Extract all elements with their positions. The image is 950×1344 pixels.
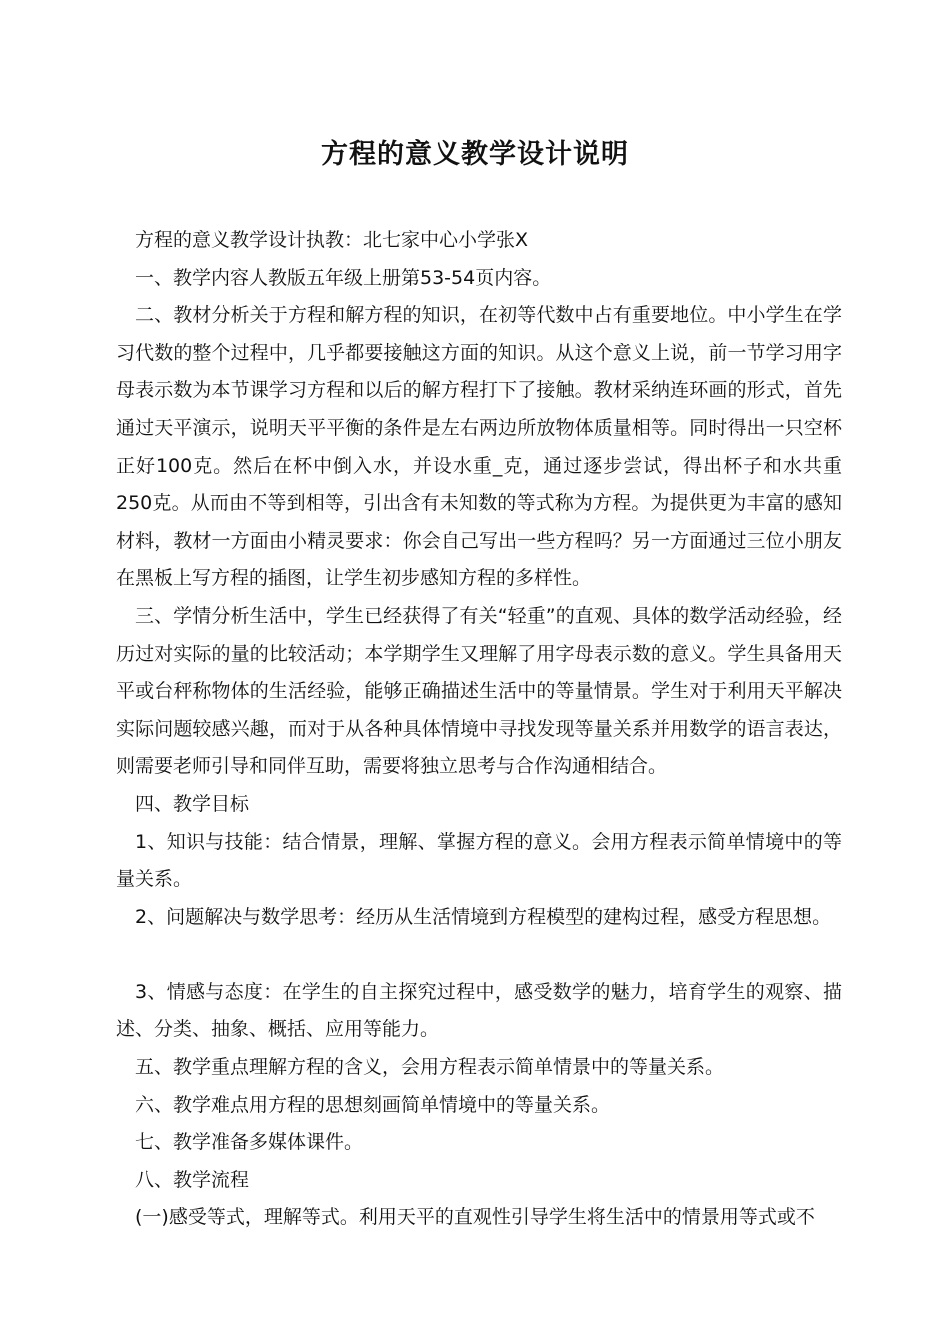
paragraph-author: 方程的意义教学设计执教：北七家中心小学张X: [135, 229, 529, 251]
paragraph-objectives-heading: 四、教学目标: [135, 792, 250, 815]
paragraph-material-analysis: 二、教材分析关于方程和解方程的知识，在初等代数中占有重要地位。中小学生在学习代数的整个过程中，几乎都要接触这方面的知识。从这个意义上说，前一节学习用字母表示数为本节课学习方程和以后的解方程打下了接触。教材采纳连环画的形式，首先通过天平演示，说明天平平衡的条件是左右两边所放物体质量相等。同时得出一只空杯正好100克。然后在杯中倒入水，并设水重_克，通过逐步尝试，得出杯子和水共重250克。从而由不等到相等，引出含有未知数的等式称为方程。为提供更为丰富的感知材料，教材一方面由小精灵要求：你会自己写出一些方程吗？另一方面通过三位小朋友在黑板上写方程的插图，让学生初步感知方程的多样性。: [116, 304, 842, 590]
document-body: [116, 222, 842, 1237]
document-title: 方程的意义教学设计说明: [321, 139, 629, 170]
paragraph-objective-2: 2、问题解决与数学思考：经历从生活情境到方程模型的建构过程，感受方程思想。: [135, 905, 832, 928]
paragraph-objective-1: 1、知识与技能：结合情景，理解、掌握方程的意义。会用方程表示简单情境中的等量关系。: [116, 830, 842, 891]
paragraph-preparation: 七、教学准备多媒体课件。: [135, 1131, 364, 1154]
paragraph-objective-3: 3、情感与态度：在学生的自主探究过程中，感受数学的魅力，培育学生的观察、描述、分类、抽象、概括、应用等能力。: [116, 980, 842, 1041]
blank-line: [116, 936, 842, 974]
paragraph-process-heading: 八、教学流程: [135, 1168, 250, 1191]
paragraph-process-step-1: (一)感受等式，理解等式。利用天平的直观性引导学生将生活中的情景用等式或不: [135, 1206, 815, 1229]
paragraph-key-point: 五、教学重点理解方程的含义，会用方程表示简单情景中的等量关系。: [135, 1056, 725, 1079]
paragraph-difficulty: 六、教学难点用方程的思想刻画简单情境中的等量关系。: [135, 1093, 611, 1116]
paragraph-student-analysis: 三、学情分析生活中，学生已经获得了有关“轻重”的直观、具体的数学活动经验，经历过对实际的量的比较活动；本学期学生又理解了用字母表示数的意义。学生具备用天平或台秤称物体的生活经验，能够正确描述生活中的等量情景。学生对于利用天平解决实际问题较感兴趣，而对于从各种具体情境中寻找发现等量关系并用数学的语言表达，则需要老师引导和同伴互助，需要将独立思考与合作沟通相结合。: [116, 604, 842, 778]
paragraph-content: 一、教学内容人教版五年级上册第53-54页内容。: [135, 266, 552, 289]
